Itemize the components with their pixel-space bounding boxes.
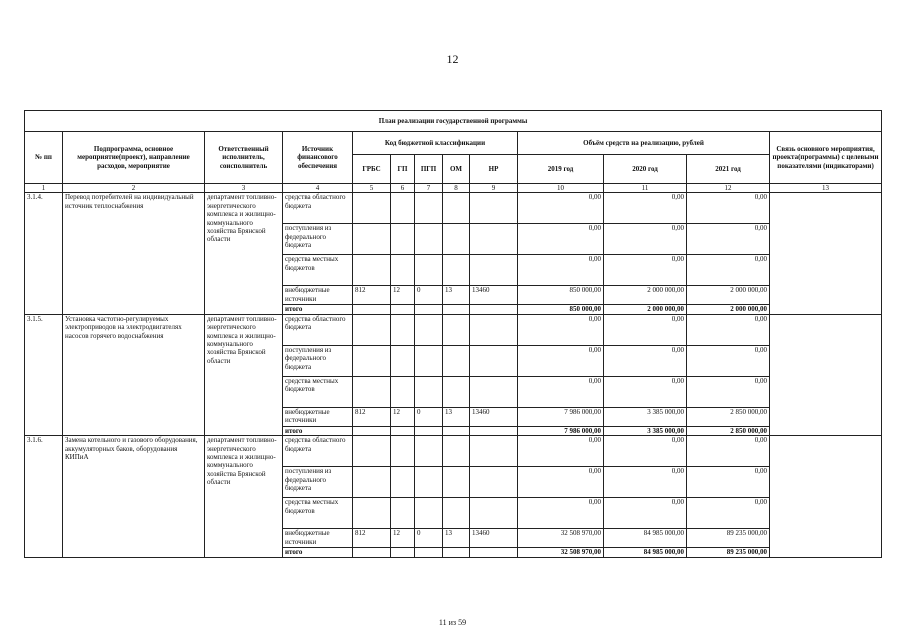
header-program: Подпрограмма, основное мероприятие(проект), направление расходов, мероприятие bbox=[63, 132, 205, 184]
source-federal: поступления из федерального бюджета bbox=[283, 345, 353, 376]
code-pgp: 0 bbox=[415, 529, 443, 548]
activity-responsible: департамент топливно-энергетического комплекса и жилищно-коммунального хозяйства Брянской области bbox=[205, 193, 283, 314]
code-cell bbox=[470, 498, 518, 529]
code-cell bbox=[353, 467, 391, 498]
col-number: 2 bbox=[63, 184, 205, 193]
source-extra: внебюджетные источники bbox=[283, 529, 353, 548]
code-cell bbox=[443, 224, 470, 255]
source-extra: внебюджетные источники bbox=[283, 407, 353, 426]
source-total: итого bbox=[283, 426, 353, 435]
code-cell bbox=[391, 193, 415, 224]
header-2021: 2021 год bbox=[687, 155, 770, 184]
header-link: Связь основного мероприятия, проекта(программы) с целевыми показателями (индикаторами) bbox=[770, 132, 882, 184]
code-cell bbox=[415, 376, 443, 407]
code-cell bbox=[391, 224, 415, 255]
col-number: 12 bbox=[687, 184, 770, 193]
code-cell bbox=[353, 193, 391, 224]
header-responsible: Ответственный исполнитель, соисполнитель bbox=[205, 132, 283, 184]
total-amount-cell: 2 850 000,00 bbox=[687, 426, 770, 435]
col-number: 4 bbox=[283, 184, 353, 193]
amount-cell: 0,00 bbox=[687, 314, 770, 345]
indicator-link-cell bbox=[770, 436, 882, 557]
code-cell bbox=[415, 467, 443, 498]
activity-name: Замена котельного и газового оборудования, аккумуляторных баков, оборудования КИПиА bbox=[63, 436, 205, 557]
activity-number: 3.1.5. bbox=[25, 314, 63, 435]
table-caption: План реализации государственной программы bbox=[25, 111, 882, 132]
amount-cell: 7 986 000,00 bbox=[518, 407, 604, 426]
source-extra: внебюджетные источники bbox=[283, 286, 353, 305]
amount-cell: 0,00 bbox=[687, 467, 770, 498]
code-pgp: 0 bbox=[415, 286, 443, 305]
code-cell bbox=[391, 467, 415, 498]
header-nr: НР bbox=[470, 155, 518, 184]
amount-cell: 32 508 970,00 bbox=[518, 529, 604, 548]
amount-cell: 0,00 bbox=[687, 224, 770, 255]
header-num: № пп bbox=[25, 132, 63, 184]
code-cell bbox=[391, 255, 415, 286]
amount-cell: 0,00 bbox=[687, 436, 770, 467]
indicator-link-cell bbox=[770, 193, 882, 314]
source-total: итого bbox=[283, 548, 353, 557]
code-cell bbox=[470, 345, 518, 376]
code-nr: 13460 bbox=[470, 529, 518, 548]
amount-cell: 2 000 000,00 bbox=[687, 286, 770, 305]
amount-cell: 0,00 bbox=[604, 467, 687, 498]
header-source: Источник финансового обеспечения bbox=[283, 132, 353, 184]
header-volume: Объём средств на реализацию, рублей bbox=[518, 132, 770, 155]
code-cell bbox=[391, 345, 415, 376]
code-grbs: 812 bbox=[353, 286, 391, 305]
col-number: 13 bbox=[770, 184, 882, 193]
code-cell bbox=[443, 345, 470, 376]
col-number: 1 bbox=[25, 184, 63, 193]
code-cell bbox=[391, 376, 415, 407]
header-grbs: ГРБС bbox=[353, 155, 391, 184]
amount-cell: 0,00 bbox=[518, 224, 604, 255]
amount-cell: 0,00 bbox=[604, 193, 687, 224]
table-row bbox=[25, 193, 882, 224]
amount-cell: 0,00 bbox=[604, 376, 687, 407]
col-number: 8 bbox=[443, 184, 470, 193]
amount-cell: 0,00 bbox=[518, 467, 604, 498]
code-cell bbox=[391, 305, 415, 314]
activity-name: Установка частотно-регулируемых электроприводов на электродвигателях насосов горячего водоснабжения bbox=[63, 314, 205, 435]
amount-cell: 0,00 bbox=[518, 345, 604, 376]
col-number: 3 bbox=[205, 184, 283, 193]
source-regional: средства областного бюджета bbox=[283, 436, 353, 467]
code-cell bbox=[443, 426, 470, 435]
code-cell bbox=[443, 498, 470, 529]
code-cell bbox=[415, 426, 443, 435]
code-cell bbox=[353, 426, 391, 435]
total-amount-cell: 3 385 000,00 bbox=[604, 426, 687, 435]
source-federal: поступления из федерального бюджета bbox=[283, 467, 353, 498]
amount-cell: 0,00 bbox=[687, 255, 770, 286]
code-cell bbox=[470, 436, 518, 467]
amount-cell: 3 385 000,00 bbox=[604, 407, 687, 426]
code-cell bbox=[353, 255, 391, 286]
source-local: средства местных бюджетов bbox=[283, 255, 353, 286]
code-gp: 12 bbox=[391, 407, 415, 426]
code-grbs: 812 bbox=[353, 407, 391, 426]
code-nr: 13460 bbox=[470, 407, 518, 426]
program-plan-table bbox=[24, 110, 882, 558]
code-cell bbox=[415, 224, 443, 255]
code-cell bbox=[353, 376, 391, 407]
amount-cell: 0,00 bbox=[687, 498, 770, 529]
code-cell bbox=[391, 548, 415, 557]
code-cell bbox=[391, 314, 415, 345]
amount-cell: 84 985 000,00 bbox=[604, 529, 687, 548]
header-pgp: ПГП bbox=[415, 155, 443, 184]
code-cell bbox=[415, 345, 443, 376]
amount-cell: 0,00 bbox=[604, 345, 687, 376]
source-regional: средства областного бюджета bbox=[283, 193, 353, 224]
code-cell bbox=[353, 305, 391, 314]
code-pgp: 0 bbox=[415, 407, 443, 426]
code-cell bbox=[353, 436, 391, 467]
amount-cell: 0,00 bbox=[518, 376, 604, 407]
code-cell bbox=[415, 305, 443, 314]
code-cell bbox=[470, 467, 518, 498]
indicator-link-cell bbox=[770, 314, 882, 435]
amount-cell: 0,00 bbox=[604, 314, 687, 345]
code-gp: 12 bbox=[391, 529, 415, 548]
code-nr: 13460 bbox=[470, 286, 518, 305]
code-cell bbox=[391, 426, 415, 435]
source-regional: средства областного бюджета bbox=[283, 314, 353, 345]
code-cell bbox=[443, 467, 470, 498]
col-number: 11 bbox=[604, 184, 687, 193]
total-amount-cell: 7 986 000,00 bbox=[518, 426, 604, 435]
col-number: 7 bbox=[415, 184, 443, 193]
amount-cell: 0,00 bbox=[518, 436, 604, 467]
code-cell bbox=[443, 376, 470, 407]
code-cell bbox=[415, 193, 443, 224]
activity-responsible: департамент топливно-энергетического комплекса и жилищно-коммунального хозяйства Брянской области bbox=[205, 436, 283, 557]
amount-cell: 0,00 bbox=[687, 345, 770, 376]
header-gp: ГП bbox=[391, 155, 415, 184]
code-cell bbox=[470, 224, 518, 255]
amount-cell: 0,00 bbox=[687, 193, 770, 224]
code-cell bbox=[470, 426, 518, 435]
col-number: 9 bbox=[470, 184, 518, 193]
code-cell bbox=[415, 436, 443, 467]
total-amount-cell: 32 508 970,00 bbox=[518, 548, 604, 557]
code-cell bbox=[443, 255, 470, 286]
amount-cell: 2 000 000,00 bbox=[604, 286, 687, 305]
amount-cell: 0,00 bbox=[604, 436, 687, 467]
amount-cell: 0,00 bbox=[518, 498, 604, 529]
total-amount-cell: 2 000 000,00 bbox=[687, 305, 770, 314]
source-local: средства местных бюджетов bbox=[283, 498, 353, 529]
code-cell bbox=[353, 314, 391, 345]
amount-cell: 0,00 bbox=[604, 498, 687, 529]
activity-responsible: департамент топливно-энергетического комплекса и жилищно-коммунального хозяйства Брянской области bbox=[205, 314, 283, 435]
code-cell bbox=[470, 193, 518, 224]
total-amount-cell: 84 985 000,00 bbox=[604, 548, 687, 557]
amount-cell: 2 850 000,00 bbox=[687, 407, 770, 426]
total-amount-cell: 89 235 000,00 bbox=[687, 548, 770, 557]
activity-number: 3.1.6. bbox=[25, 436, 63, 557]
code-cell bbox=[415, 314, 443, 345]
source-local: средства местных бюджетов bbox=[283, 376, 353, 407]
code-cell bbox=[443, 193, 470, 224]
col-number: 6 bbox=[391, 184, 415, 193]
code-cell bbox=[470, 376, 518, 407]
header-2019: 2019 год bbox=[518, 155, 604, 184]
activity-name: Перевод потребителей на индивидуальный источник теплоснабжения bbox=[63, 193, 205, 314]
header-budget-code: Код бюджетной классификации bbox=[353, 132, 518, 155]
col-number: 5 bbox=[353, 184, 391, 193]
amount-cell: 89 235 000,00 bbox=[687, 529, 770, 548]
code-cell bbox=[443, 314, 470, 345]
code-om: 13 bbox=[443, 529, 470, 548]
code-cell bbox=[391, 498, 415, 529]
code-gp: 12 bbox=[391, 286, 415, 305]
column-number-row bbox=[25, 184, 882, 193]
code-om: 13 bbox=[443, 286, 470, 305]
code-cell bbox=[470, 255, 518, 286]
table-row bbox=[25, 436, 882, 467]
code-cell bbox=[470, 548, 518, 557]
page-number: 12 bbox=[446, 52, 459, 66]
table-row bbox=[25, 314, 882, 345]
code-cell bbox=[353, 548, 391, 557]
code-cell bbox=[443, 436, 470, 467]
total-amount-cell: 850 000,00 bbox=[518, 305, 604, 314]
code-om: 13 bbox=[443, 407, 470, 426]
header-2020: 2020 год bbox=[604, 155, 687, 184]
code-cell bbox=[443, 305, 470, 314]
code-cell bbox=[353, 498, 391, 529]
amount-cell: 850 000,00 bbox=[518, 286, 604, 305]
amount-cell: 0,00 bbox=[518, 193, 604, 224]
code-cell bbox=[470, 305, 518, 314]
header-om: ОМ bbox=[443, 155, 470, 184]
code-cell bbox=[415, 498, 443, 529]
code-cell bbox=[415, 255, 443, 286]
source-federal: поступления из федерального бюджета bbox=[283, 224, 353, 255]
code-cell bbox=[443, 548, 470, 557]
activity-number: 3.1.4. bbox=[25, 193, 63, 314]
amount-cell: 0,00 bbox=[604, 255, 687, 286]
code-cell bbox=[353, 345, 391, 376]
code-cell bbox=[415, 548, 443, 557]
total-amount-cell: 2 000 000,00 bbox=[604, 305, 687, 314]
code-cell bbox=[470, 314, 518, 345]
amount-cell: 0,00 bbox=[518, 255, 604, 286]
amount-cell: 0,00 bbox=[604, 224, 687, 255]
code-grbs: 812 bbox=[353, 529, 391, 548]
source-total: итого bbox=[283, 305, 353, 314]
amount-cell: 0,00 bbox=[687, 376, 770, 407]
code-cell bbox=[353, 224, 391, 255]
col-number: 10 bbox=[518, 184, 604, 193]
code-cell bbox=[391, 436, 415, 467]
page-footer: 11 из 59 bbox=[438, 618, 467, 627]
amount-cell: 0,00 bbox=[518, 314, 604, 345]
